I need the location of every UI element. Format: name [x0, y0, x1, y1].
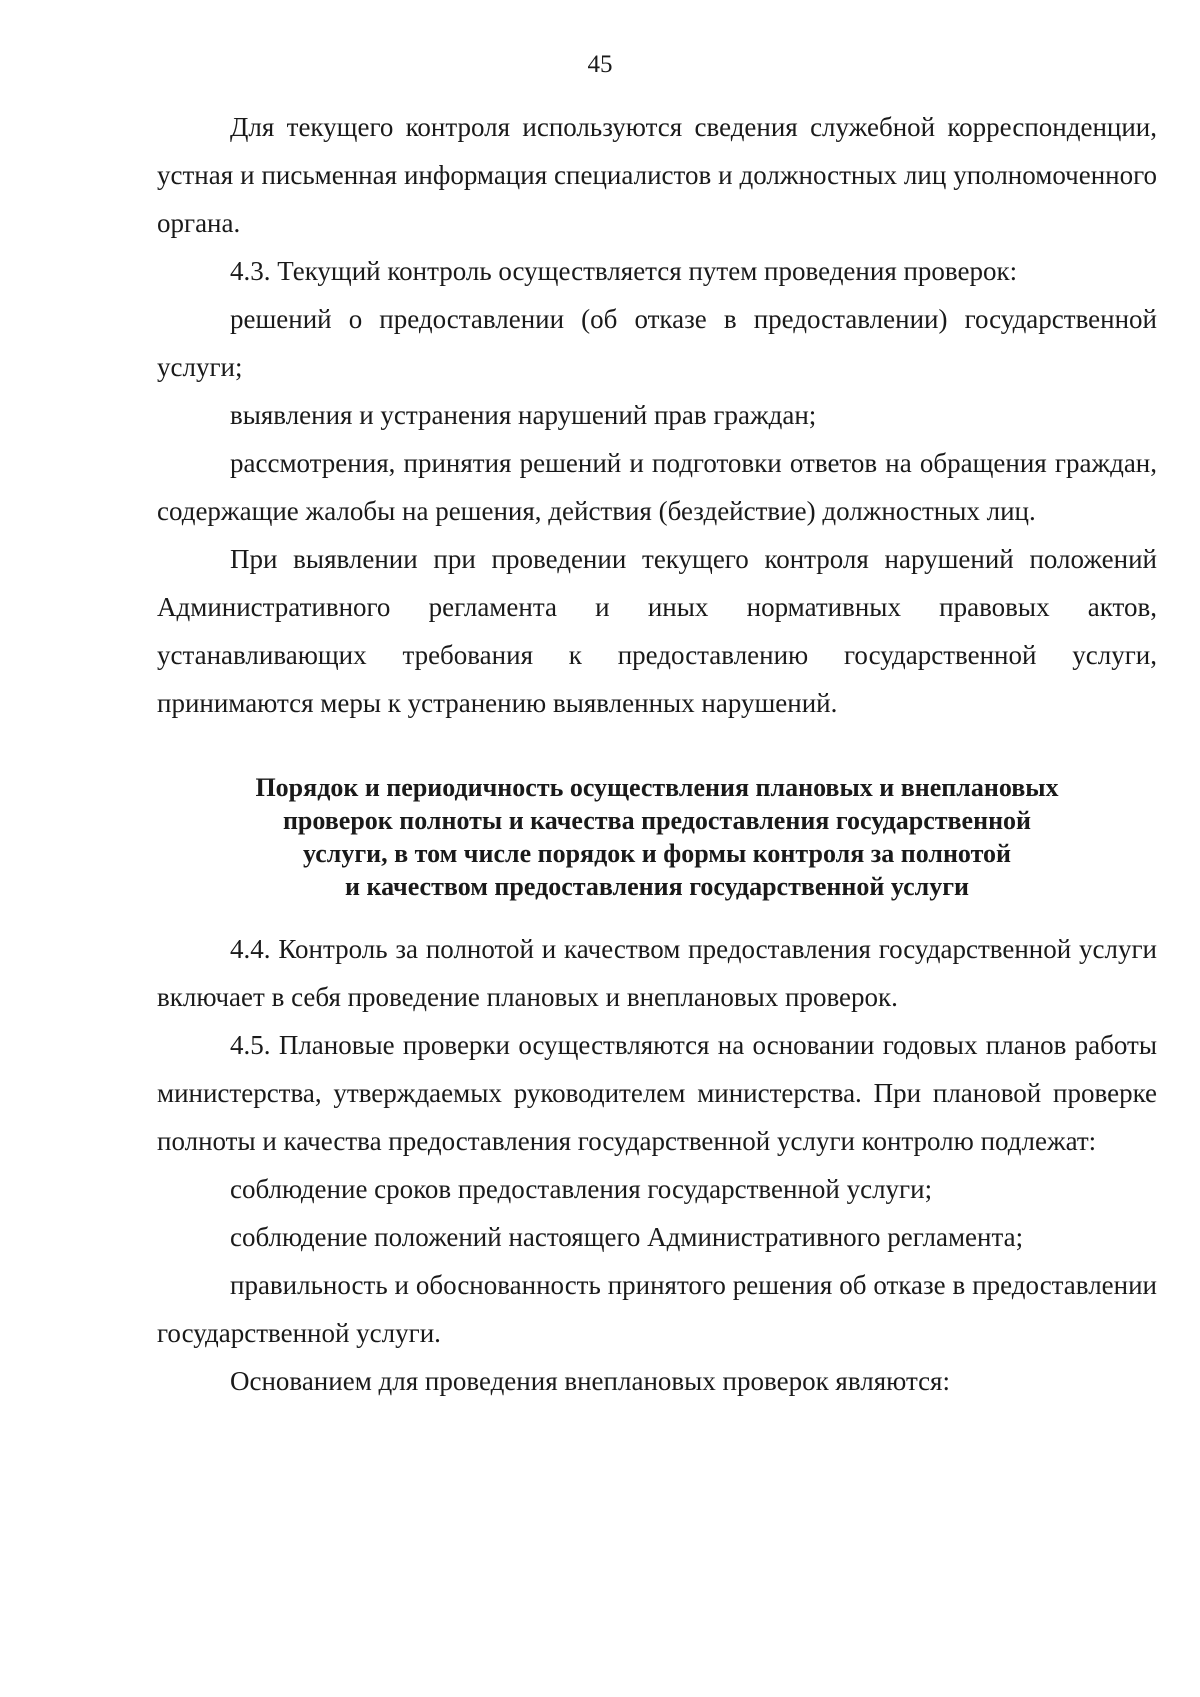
paragraph-deadlines: соблюдение сроков предоставления государственной услуги;: [230, 1174, 933, 1204]
paragraph-4-4: 4.4. Контроль за полнотой и качеством предоставления государственной услуги включает в себя проведение плановых и внеплановых проверок.: [157, 934, 1157, 1012]
section-heading-line: услуги, в том числе порядок и формы контроля за полнотой: [303, 839, 1011, 868]
paragraph-control-sources: Для текущего контроля используются сведения служебной корреспонденции, устная и письменная информация специалистов и должностных лиц уполномоченного органа.: [157, 112, 1157, 238]
paragraph-appeals-check: рассмотрения, принятия решений и подготовки ответов на обращения граждан, содержащие жалобы на решения, действия (бездействие) должностных лиц.: [157, 448, 1157, 526]
section-heading-line: и качеством предоставления государственной услуги: [345, 872, 969, 901]
section-heading: [157, 771, 1157, 903]
paragraph-violations-check: выявления и устранения нарушений прав граждан;: [230, 400, 817, 430]
section-heading-line: Порядок и периодичность осуществления плановых и внеплановых: [255, 773, 1059, 802]
document-body: [157, 103, 1157, 1405]
paragraph-refusal-validity: правильность и обоснованность принятого решения об отказе в предоставлении государственной услуги.: [157, 1270, 1157, 1348]
paragraph-4-3: 4.3. Текущий контроль осуществляется путем проведения проверок:: [230, 256, 1018, 286]
section-heading-line: проверок полноты и качества предоставления государственной: [282, 806, 1032, 835]
paragraph-decisions-check: решений о предоставлении (об отказе в предоставлении) государственной услуги;: [157, 304, 1157, 382]
page-number: 45: [587, 51, 613, 78]
paragraph-4-5: 4.5. Плановые проверки осуществляются на основании годовых планов работы министерства, утверждаемых руководителем министерства. При плановой проверке полноты и качества предоставления государственной услуги контролю подлежат:: [157, 1030, 1157, 1156]
paragraph-unscheduled-grounds: Основанием для проведения внеплановых проверок являются:: [230, 1366, 950, 1396]
paragraph-violation-measures: При выявлении при проведении текущего контроля нарушений положений Административного регламента и иных нормативных правовых актов, устанавливающих требования к предоставлению государственной услуги, принимаются меры к устранению выявленных нарушений.: [157, 544, 1157, 718]
paragraph-regulation-compliance: соблюдение положений настоящего Административного регламента;: [230, 1222, 1024, 1252]
